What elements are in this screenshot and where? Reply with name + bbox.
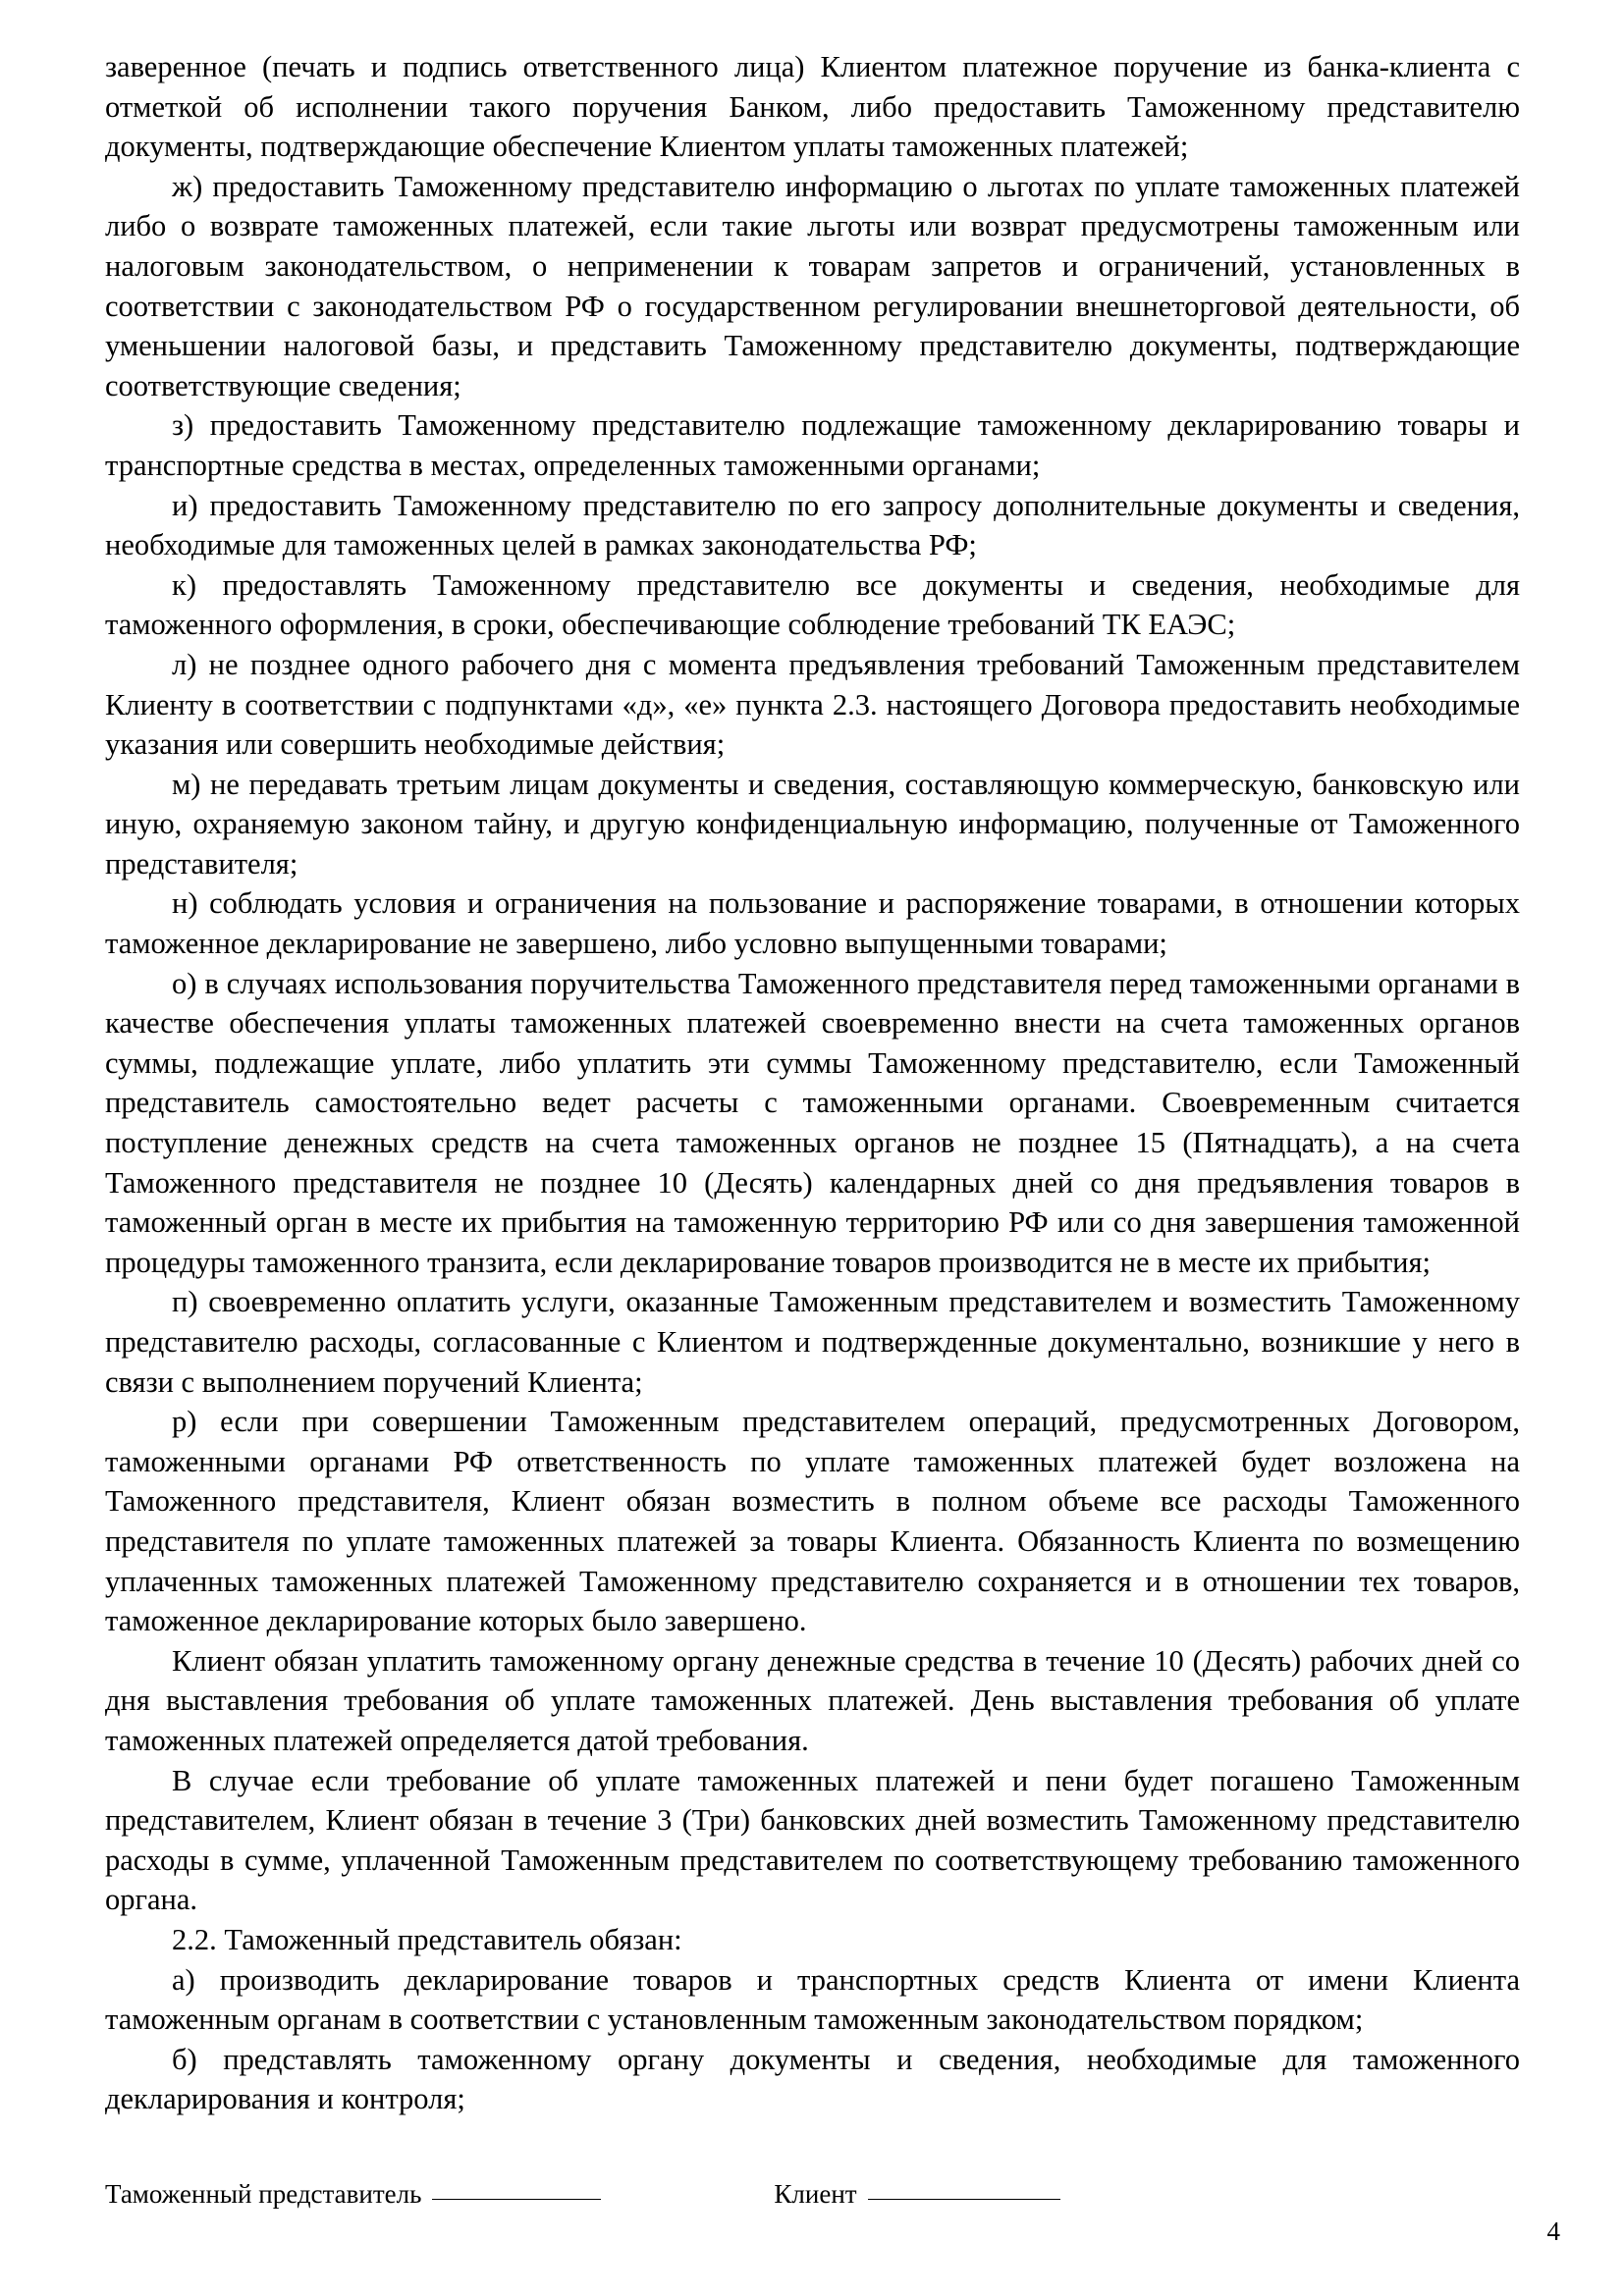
signature-block-representative (105, 2178, 601, 2210)
paragraph-client-payment-term: Клиент обязан уплатить таможенному органу денежные средства в течение 10 (Десять) рабочих дней со дня выставления требования об уплате таможенных платежей. День выставления требования об уплате таможенных платежей определяется датой требования. (105, 1643, 1520, 1757)
paragraph-item-a: а) производить декларирование товаров и транспортных средств Клиента от имени Клиента таможенным органам в соответствии с установленным таможенным законодательством порядком; (105, 1962, 1520, 2037)
paragraph-continuation: заверенное (печать и подпись ответственного лица) Клиентом платежное поручение из банка-клиента с отметкой об исполнении такого поручения Банком, либо предоставить Таможенному представителю документы, подтверждающие обеспечение Клиентом уплаты таможенных платежей; (105, 50, 1520, 164)
signature-label-client: Клиент (774, 2179, 857, 2209)
signature-label-representative: Таможенный представитель (105, 2179, 422, 2209)
paragraph-item-k: к) предоставлять Таможенному представителю все документы и сведения, необходимые для таможенного оформления, в сроки, обеспечивающие соблюдение требований ТК ЕАЭС; (105, 567, 1520, 642)
paragraph-item-b: б) представлять таможенному органу документы и сведения, необходимые для таможенного декларирования и контроля; (105, 2042, 1520, 2116)
paragraph-item-o: о) в случаях использования поручительства Таможенного представителя перед таможенными органами в качестве обеспечения уплаты таможенных платежей своевременно внести на счета таможенных органов суммы, подлежащие уплате, либо уплатить эти суммы Таможенному представителю, если Таможенный представитель самостоятельно ведет расчеты с таможенными органами. Своевременным считается поступление денежных средств на счета таможенных органов не позднее 15 (Пятнадцать), а на счета Таможенного представителя не позднее 10 (Десять) календарных дней со дня предъявления товаров в таможенный орган в месте их прибытия на таможенную территорию РФ или со дня завершения таможенной процедуры таможенного транзита, если декларирование товаров производится не в месте их прибытия; (105, 966, 1520, 1279)
signature-line-representative[interactable] (432, 2198, 601, 2200)
paragraph-item-m: м) не передавать третьим лицам документы и сведения, составляющую коммерческую, банковскую или иную, охраняемую законом тайну, и другую конфиденциальную информацию, полученные от Таможенного представителя; (105, 767, 1520, 881)
signature-row (105, 2178, 1520, 2210)
paragraph-case-if-demand: В случае если требование об уплате таможенных платежей и пени будет погашено Таможенным представителем, Клиент обязан в течение 3 (Три) банковских дней возместить Таможенному представителю расходы в сумме, уплаченной Таможенным представителем по соответствующему требованию таможенного органа. (105, 1763, 1520, 1917)
paragraph-item-p: п) своевременно оплатить услуги, оказанные Таможенным представителем и возместить Таможенному представителю расходы, согласованные с Клиентом и подтвержденные документально, возникшие у него в связи с выполнением поручений Клиента; (105, 1285, 1520, 1399)
document-body (105, 47, 1520, 2119)
paragraph-item-l: л) не позднее одного рабочего дня с момента предъявления требований Таможенным представителем Клиенту в соответствии с подпунктами «д», «е» пункта 2.3. настоящего Договора предоставить необходимые указания или совершить необходимые действия; (105, 647, 1520, 762)
signature-line-client[interactable] (868, 2198, 1060, 2200)
paragraph-item-r: р) если при совершении Таможенным представителем операций, предусмотренных Договором, таможенными органами РФ ответственность по уплате таможенных платежей будет возложена на Таможенного представителя, Клиент обязан возместить в полном объеме все расходы Таможенного представителя по уплате таможенных платежей за товары Клиента. Обязанность Клиента по возмещению уплаченных таможенных платежей Таможенному представителю сохраняется и в отношении тех товаров, таможенное декларирование которых было завершено. (105, 1405, 1520, 1638)
signature-block-client (774, 2178, 1059, 2210)
paragraph-section-2-2: 2.2. Таможенный представитель обязан: (172, 1922, 682, 1956)
signature-footer (105, 2178, 1520, 2210)
paragraph-item-i: и) предоставить Таможенному представителю по его запросу дополнительные документы и сведения, необходимые для таможенных целей в рамках законодательства РФ; (105, 488, 1520, 562)
page-number: 4 (1546, 2216, 1560, 2246)
paragraph-item-z: з) предоставить Таможенному представителю подлежащие таможенному декларированию товары и транспортные средства в местах, определенных таможенными органами; (105, 408, 1520, 482)
paragraph-item-zh: ж) предоставить Таможенному представителю информацию о льготах по уплате таможенных платежей либо о возврате таможенных платежей, если такие льготы или возврат предусмотрены таможенным или налоговым законодательством, о неприменении к товарам запретов и ограничений, установленных в соответствии с законодательством РФ о государственном регулировании внешнеторговой деятельности, об уменьшении налоговой базы, и представить Таможенному представителю документы, подтверждающие соответствующие сведения; (105, 169, 1520, 402)
paragraph-item-n: н) соблюдать условия и ограничения на пользование и распоряжение товарами, в отношении которых таможенное декларирование не завершено, либо условно выпущенными товарами; (105, 886, 1520, 961)
